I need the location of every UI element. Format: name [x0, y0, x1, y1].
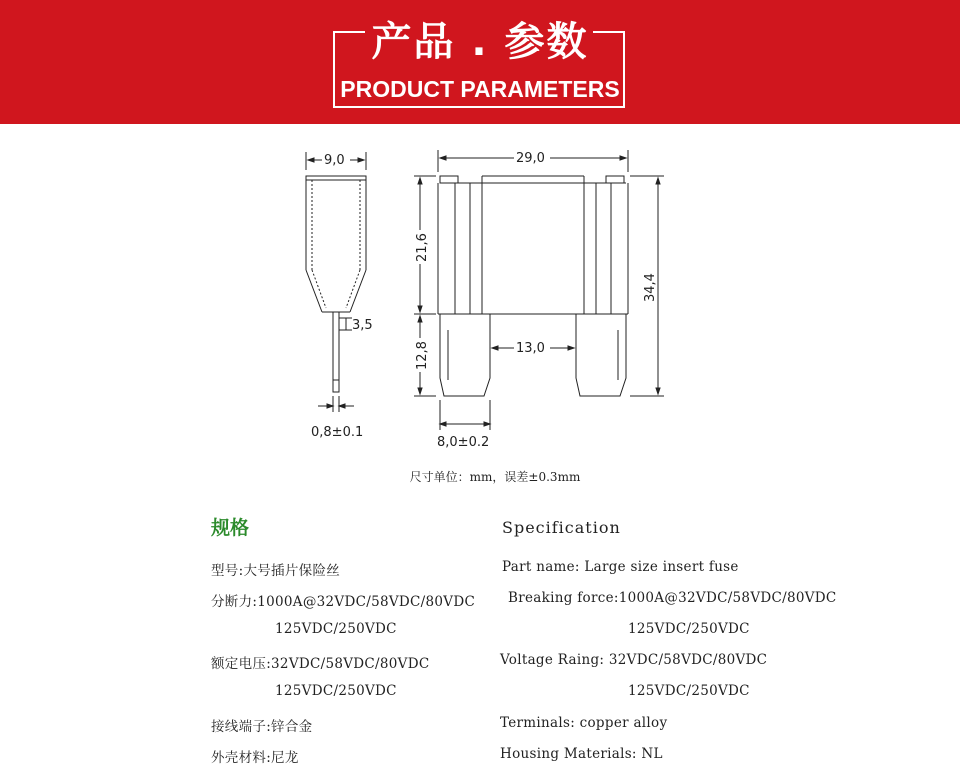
spec-row-en: 125VDC/250VDC	[628, 621, 750, 637]
spec-row-en: Voltage Raing: 32VDC/58VDC/80VDC	[500, 652, 768, 668]
page-title-en: PRODUCT PARAMETERS	[340, 76, 620, 102]
spec-row-cn: 型号:大号插片保险丝	[211, 563, 341, 579]
dim-blade-length: 12,8	[415, 341, 430, 370]
dim-body-height: 21,6	[415, 233, 430, 262]
spec-row-en: 125VDC/250VDC	[628, 683, 750, 699]
dim-total-height: 34,4	[643, 273, 658, 302]
dim-total-width: 29,0	[516, 151, 545, 166]
dim-leg-thickness: 3,5	[352, 318, 373, 333]
spec-row-en: Terminals: copper alloy	[500, 715, 668, 731]
dim-blade-gap: 13,0	[516, 341, 545, 356]
fuse-technical-drawing	[0, 124, 960, 464]
spec-row-cn: 外壳材料:尼龙	[211, 750, 299, 766]
unit-note: 尺寸单位：mm，误差±0.3mm	[409, 470, 581, 484]
dim-blade-thickness: 0,8±0.1	[311, 425, 364, 440]
spec-row-cn: 125VDC/250VDC	[275, 683, 397, 699]
spec-row-en: Breaking force:1000A@32VDC/58VDC/80VDC	[508, 590, 837, 606]
spec-heading-cn: 规格	[211, 517, 250, 539]
spec-row-cn: 分断力:1000A@32VDC/58VDC/80VDC	[211, 594, 476, 610]
spec-heading-en: Specification	[502, 518, 621, 537]
spec-row-en: Part name: Large size insert fuse	[502, 559, 739, 575]
dim-side-width: 9,0	[324, 153, 345, 168]
spec-row-cn: 额定电压:32VDC/58VDC/80VDC	[211, 656, 430, 672]
page-title-cn: 产品 . 参数	[371, 19, 589, 65]
spec-row-cn: 125VDC/250VDC	[275, 621, 397, 637]
dim-blade-width: 8,0±0.2	[437, 435, 490, 450]
spec-row-en: Housing Materials: NL	[500, 746, 663, 762]
spec-row-cn: 接线端子:锌合金	[211, 719, 313, 735]
header-banner	[0, 0, 960, 124]
